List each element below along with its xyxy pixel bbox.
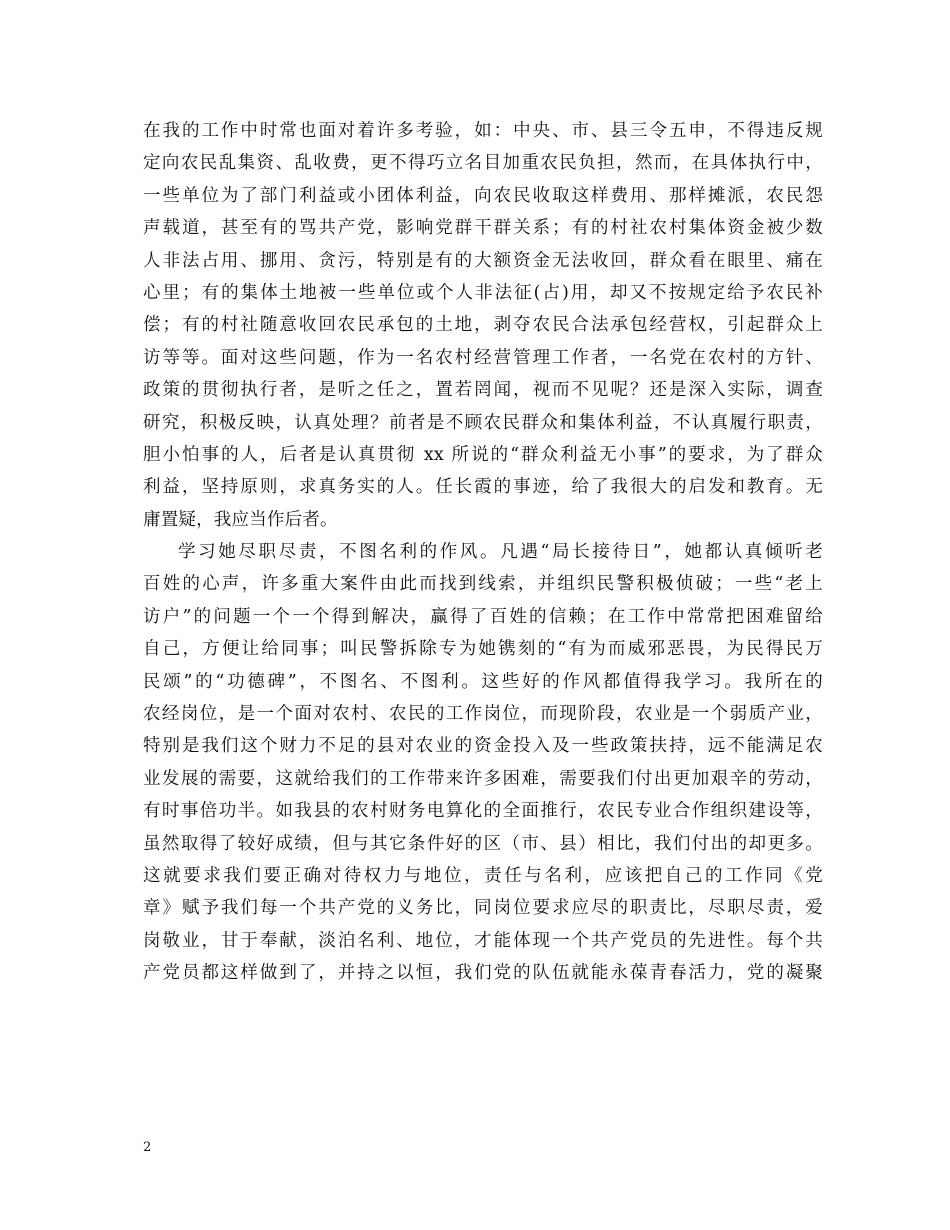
text-line: 自己，方便让给同事；叫民警拆除专为她镌刻的“有为而威邪恶畏，为民得民万 <box>143 639 823 660</box>
text-line: 胆小怕事的人，后者是认真贯彻 xx 所说的“群众利益无小事”的要求，为了群众 <box>143 444 823 465</box>
text-line: 虽然取得了较好成绩，但与其它条件好的区（市、县）相比，我们付出的却更多。 <box>143 833 823 854</box>
text-line: 一些单位为了部门利益或小团体利益，向农民收取这样费用、那样摊派，农民怨 <box>143 185 823 206</box>
text-line: 岗敬业，甘于奉献，淡泊名利、地位，才能体现一个共产党员的先进性。每个共 <box>143 930 823 951</box>
text-line: 声载道，甚至有的骂共产党，影响党群干群关系；有的村社农村集体资金被少数 <box>143 218 823 239</box>
page-number: 2 <box>143 1140 152 1155</box>
text-line: 利益，坚持原则，求真务实的人。任长霞的事迹，给了我很大的启发和教育。无 <box>143 477 823 498</box>
text-line: 政策的贯彻执行者，是听之任之，置若罔闻，视而不见呢？还是深入实际，调查 <box>143 380 823 401</box>
text-line: 学习她尽职尽责，不图名利的作风。凡遇“局长接待日”，她都认真倾听老 <box>178 542 823 563</box>
text-line: 偿；有的村社随意收回农民承包的土地，剥夺农民合法承包经营权，引起群众上 <box>143 315 823 336</box>
text-line: 百姓的心声，许多重大案件由此而找到线索，并组织民警积极侦破；一些“老上 <box>143 574 823 595</box>
text-line: 心里；有的集体土地被一些单位或个人非法征(占)用，却又不按规定给予农民补 <box>143 282 823 303</box>
text-line: 访等等。面对这些问题，作为一名农村经营管理工作者，一名党在农村的方针、 <box>143 347 823 368</box>
text-line: 农经岗位，是一个面对农村、农民的工作岗位，而现阶段，农业是一个弱质产业， <box>143 704 823 725</box>
text-line: 章》赋予我们每一个共产党的义务比，同岗位要求应尽的职责比，尽职尽责，爱 <box>143 898 823 919</box>
text-line: 在我的工作中时常也面对着许多考验，如：中央、市、县三令五申，不得违反规 <box>143 121 823 141</box>
body-text <box>143 115 823 990</box>
text-line: 业发展的需要，这就给我们的工作带来许多困难，需要我们付出更加艰辛的劳动， <box>143 768 823 789</box>
text-line: 产党员都这样做到了，并持之以恒，我们党的队伍就能永葆青春活力，党的凝聚 <box>143 963 823 984</box>
text-line: 定向农民乱集资、乱收费，更不得巧立名目加重农民负担，然而，在具体执行中， <box>143 153 823 174</box>
text-line: 访户”的问题一个一个得到解决，赢得了百姓的信赖；在工作中常常把困难留给 <box>143 606 823 627</box>
text-line: 庸置疑，我应当作后者。 <box>143 509 338 530</box>
text-line: 特别是我们这个财力不足的县对农业的资金投入及一些政策扶持，远不能满足农 <box>143 736 823 757</box>
text-line: 民颂”的“功德碑”，不图名、不图利。这些好的作风都值得我学习。我所在的 <box>143 671 823 692</box>
text-line: 人非法占用、挪用、贪污，特别是有的大额资金无法收回，群众看在眼里、痛在 <box>143 250 823 271</box>
text-line: 这就要求我们要正确对待权力与地位，责任与名利，应该把自己的工作同《党 <box>143 865 823 886</box>
text-line: 研究，积极反映，认真处理？前者是不顾农民群众和集体利益，不认真履行职责， <box>143 412 823 433</box>
text-line: 有时事倍功半。如我县的农村财务电算化的全面推行，农民专业合作组织建设等， <box>143 801 823 822</box>
